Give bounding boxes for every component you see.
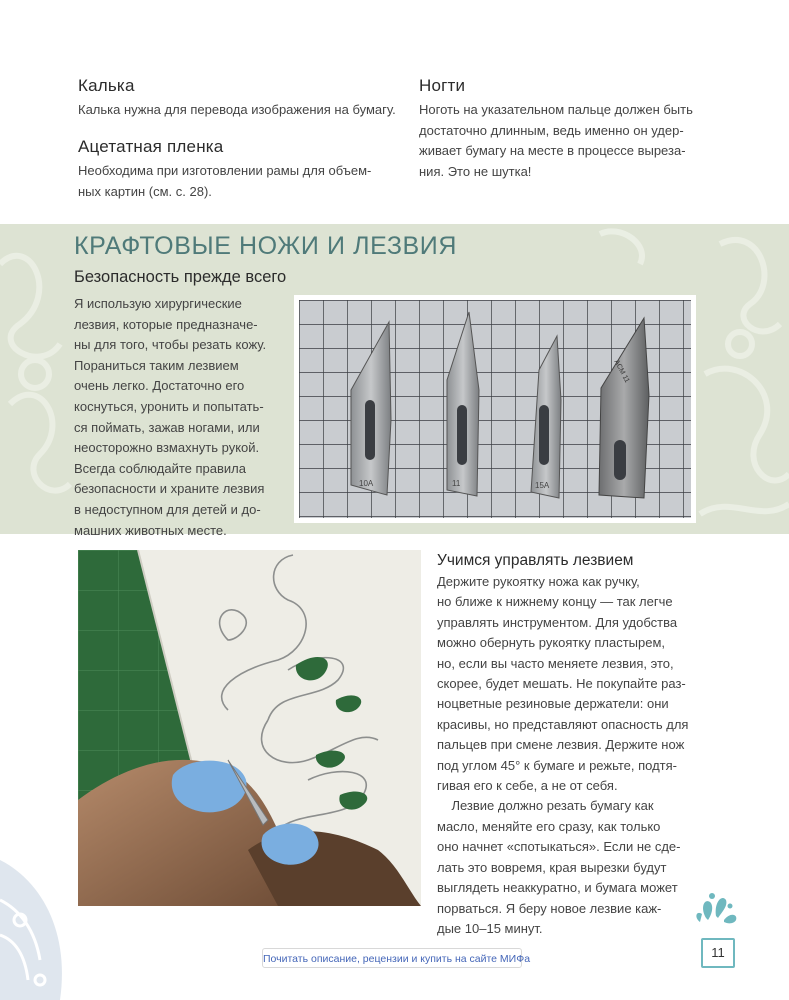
kalka-text: Калька нужна для перевода изображения на бумагу.	[78, 102, 396, 117]
lace-leaf-decoration-icon	[0, 840, 70, 1000]
acetate-line: ных картин (см. с. 28).	[78, 183, 212, 199]
body-line: пальцев при смене лезвия. Держите нож	[437, 737, 685, 753]
body-line: но ближе к нижнему концу — так легче	[437, 594, 673, 610]
nails-line: Ноготь на указательном пальце должен быть	[419, 102, 693, 117]
nails-section	[419, 76, 719, 182]
body-line: выглядеть неаккуратно, и бумага может	[437, 880, 678, 896]
body-line: красивы, но представляют опасность для	[437, 716, 689, 732]
section-title: КРАФТОВЫЕ НОЖИ И ЛЕЗВИЯ	[74, 232, 458, 260]
blade-label: 11	[452, 479, 461, 488]
nails-heading: Ногти	[419, 76, 466, 95]
safety-line: лезвия, которые предназначе-	[74, 316, 258, 332]
nails-line: ния. Это не шутка!	[419, 163, 532, 179]
body-line: масло, меняйте его сразу, как только	[437, 818, 661, 834]
safety-line: безопасности и храните лезвия	[74, 481, 265, 497]
body-line: лать это вовремя, края вырезки будут	[437, 859, 667, 875]
safety-line: коснуться, уронить и попытать-	[74, 398, 264, 414]
body-line: но, если вы часто меняете лезвия, это,	[437, 655, 674, 671]
blade-label: 15A	[535, 481, 550, 490]
body-line: оно начнет «спотыкаться». Если не сде-	[437, 839, 681, 855]
body-line: Держите рукоятку ножа как ручку,	[437, 574, 640, 589]
blade-control-paragraph	[437, 572, 712, 939]
plant-cup-icon	[690, 888, 742, 940]
safety-line: неосторожно взмахнуть рукой.	[74, 440, 260, 456]
safety-line: очень легко. Достаточно его	[74, 378, 245, 394]
body-line: гивая его к себе, а не от себя.	[437, 778, 618, 794]
body-line: дые 10–15 минут.	[437, 920, 543, 936]
safety-line: Всегда соблюдайте правила	[74, 460, 246, 476]
body-line: Лезвие должно резать бумагу как	[437, 798, 654, 814]
body-line: ноцветные резиновые держатели: они	[437, 696, 669, 712]
safety-line: Пораниться таким лезвием	[74, 357, 239, 373]
safety-paragraph	[74, 294, 299, 541]
hand-cutting-photo	[78, 550, 421, 906]
blades-photo-image	[299, 300, 691, 518]
body-line: порваться. Я беру новое лезвие каж-	[437, 900, 662, 916]
blade-label: ACM 11	[612, 358, 631, 384]
safety-line: ся поймать, зажав ногами, или	[74, 419, 260, 435]
nails-line: достаточно длинным, ведь именно он удер-	[419, 122, 684, 138]
safety-line: в недоступном для детей и до-	[74, 501, 261, 517]
body-line: под углом 45° к бумаге и режьте, подтя-	[437, 757, 677, 773]
kalka-heading: Калька	[78, 76, 135, 95]
section3-title: Учимся управлять лезвием	[437, 552, 634, 569]
blade-label: 10A	[359, 479, 374, 488]
page-number: 11	[701, 938, 735, 968]
nails-line: живает бумагу на месте в процессе выреза-	[419, 143, 686, 158]
section-subtitle: Безопасность прежде всего	[74, 268, 287, 286]
body-line: можно обернуть рукоятку пластырем,	[437, 635, 665, 651]
safety-line: Я использую хирургические	[74, 296, 242, 311]
acetate-heading: Ацетатная пленка	[78, 137, 224, 156]
safety-line: машних животных месте.	[74, 522, 227, 538]
body-line: управлять инструментом. Для удобства	[437, 614, 678, 630]
buy-link[interactable]: Почитать описание, рецензии и купить на сайте МИФа	[262, 948, 522, 968]
body-line: скорее, будет мешать. Не покупайте раз-	[437, 676, 686, 692]
blades-photo	[294, 295, 696, 523]
acetate-section	[78, 137, 408, 202]
acetate-line: Необходима при изготовлении рамы для объем-	[78, 163, 372, 178]
kalka-section	[78, 76, 408, 121]
safety-line: ны для того, чтобы резать кожу.	[74, 337, 267, 353]
